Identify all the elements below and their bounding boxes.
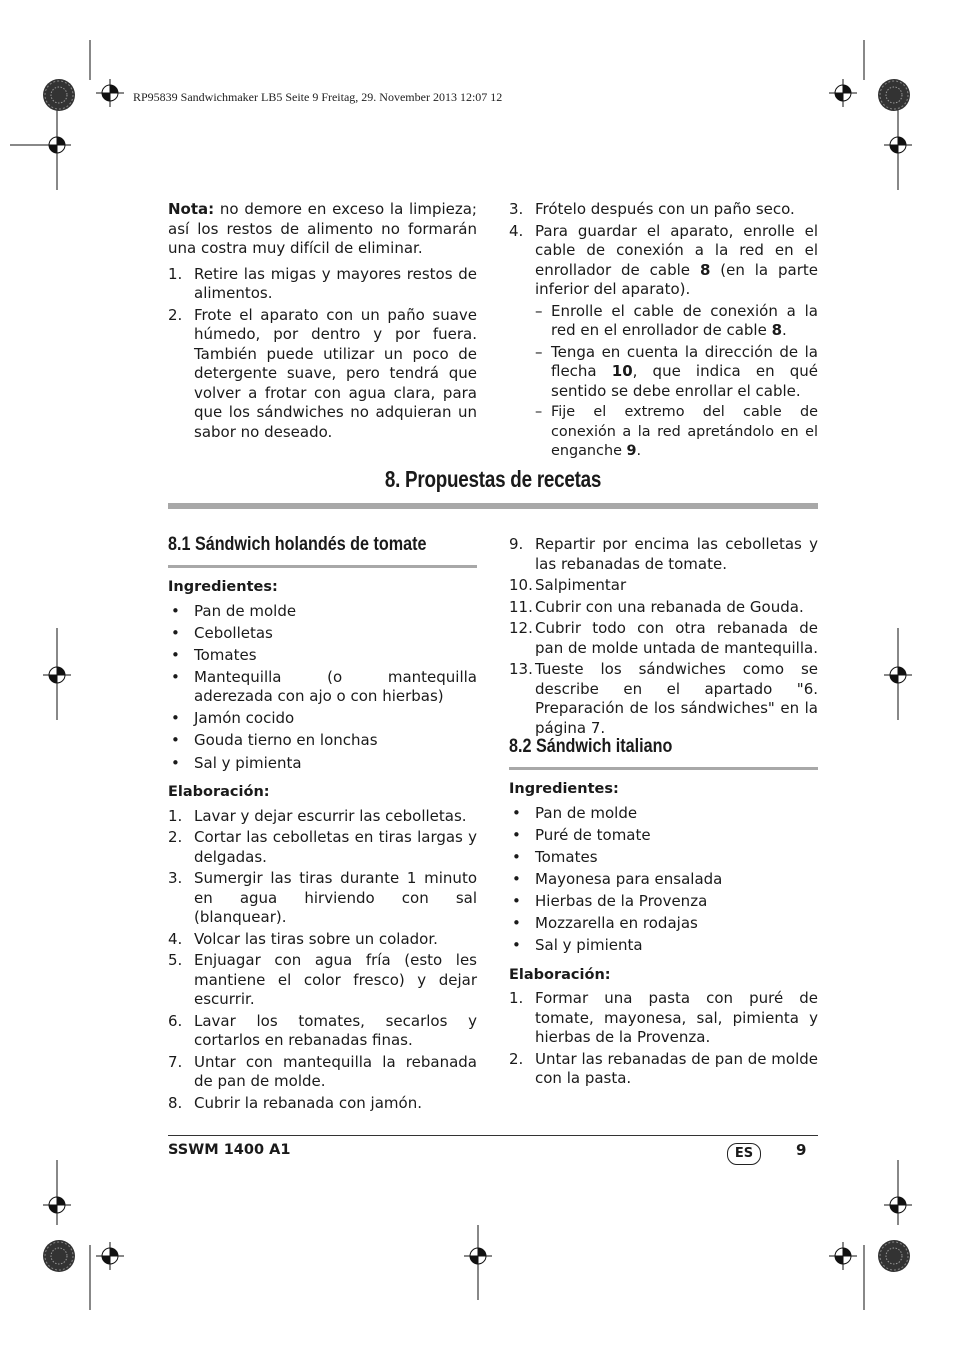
item-number: 3. <box>168 869 183 888</box>
ingredient-text: Pan de molde <box>194 601 297 620</box>
item-text: Para guardar el aparato, enrolle el cable de conexión a la red en el enrollador de cable 8 (en la parte inferior del aparato). <box>535 221 818 298</box>
bullet-marker: • <box>512 825 521 844</box>
item-number: 11. <box>509 597 533 616</box>
bullet-marker: • <box>512 936 521 955</box>
item-number: 2. <box>509 1049 524 1068</box>
item-text: Lavar y dejar escurrir las cebolletas. <box>194 806 467 825</box>
item-number: 7. <box>168 1052 183 1071</box>
bullet-marker: • <box>171 645 180 664</box>
ingredient-text: Puré de tomate <box>535 825 651 844</box>
ingredient-item <box>168 624 477 644</box>
list-item <box>509 200 818 220</box>
item-number: 2. <box>168 828 183 847</box>
ingredient-item <box>168 602 477 622</box>
ingredient-text: Sal y pimienta <box>194 753 302 772</box>
item-number: 9. <box>509 535 524 553</box>
footer-rule <box>168 1135 818 1136</box>
ingredient-text: Tomates <box>535 847 598 866</box>
note-paragraph <box>168 200 477 259</box>
dash-item: – Fije el extremo del cable de conexión a la red apretándolo en el enganche 9. <box>535 404 818 459</box>
item-text: Cortar las cebolletas en tiras largas y delgadas. <box>194 828 477 866</box>
item-number: 3. <box>509 200 524 218</box>
item-text: Untar con mantequilla la rebanada de pan de molde. <box>194 1052 477 1091</box>
ingredient-text: Pan de molde <box>535 803 638 822</box>
item-number: 2. <box>168 305 183 324</box>
ingredient-text: Mayonesa para ensalada <box>535 869 723 888</box>
ingredient-item <box>509 870 818 890</box>
page-number: 9 <box>796 1141 807 1159</box>
list-item <box>509 222 818 300</box>
recipe2-title-rule <box>509 767 818 770</box>
dash-item: – Tenga en cuenta la dirección de la flecha 10, que indica en qué sentido se debe enrollar el cable. <box>535 342 818 400</box>
bullet-marker: • <box>171 601 180 620</box>
list-item <box>168 828 477 867</box>
bullet-marker: • <box>171 709 180 728</box>
recipe1-title: 8.1 Sándwich holandés de tomate <box>168 534 427 555</box>
item-number: 13. <box>509 660 533 678</box>
ingredient-item <box>168 731 477 751</box>
list-item <box>509 576 818 596</box>
ingredient-item <box>168 646 477 666</box>
ingredient-text: Mantequilla (o mantequilla aderezada con ajo o con hierbas) <box>194 667 477 706</box>
ingredient-item <box>168 668 477 707</box>
list-item <box>509 1050 818 1089</box>
prep-label: Elaboración: <box>168 784 270 801</box>
section-title: 8. Propuestas de recetas <box>384 466 602 492</box>
item-text: Retire las migas y mayores restos de alimentos. <box>194 264 477 302</box>
recipe1-right-column <box>509 535 818 740</box>
bullet-marker: • <box>171 667 180 686</box>
list-item <box>509 619 818 658</box>
bullet-marker: • <box>512 869 521 888</box>
ingredients-label: Ingredientes: <box>509 781 619 797</box>
ingredient-item <box>509 914 818 934</box>
dash-item: – Enrolle el cable de conexión a la red en el enrollador de cable 8. <box>535 301 818 339</box>
ingredient-text: Mozzarella en rodajas <box>535 913 698 932</box>
bullet-marker: • <box>171 753 180 772</box>
ingredient-item <box>509 848 818 868</box>
item-text: Cubrir la rebanada con jamón. <box>194 1093 422 1112</box>
item-text: Frote el aparato con un paño suave húmedo, por dentro y por fuera. También puede utilizar un poco de detergente suave, pero tendrá que volver a frotar con agua clara, para que los sándwiches no adquieran un sabor no deseado. <box>194 305 477 441</box>
item-text: Formar una pasta con puré de tomate, mayonesa, sal, pimienta y hierbas de la Provenza. <box>535 989 818 1047</box>
list-item <box>509 989 818 1048</box>
bullet-marker: • <box>512 803 521 822</box>
prep-label: Elaboración: <box>509 966 611 983</box>
ingredients-label: Ingredientes: <box>168 579 278 595</box>
item-number: 1. <box>509 989 524 1008</box>
language-badge: ES <box>727 1143 761 1165</box>
list-item <box>509 598 818 618</box>
list-item <box>168 1094 477 1114</box>
left-top-column <box>168 200 477 444</box>
list-item <box>168 1053 477 1092</box>
ingredient-text: Tomates <box>194 645 257 664</box>
item-number: 12. <box>509 619 533 637</box>
item-text: Untar las rebanadas de pan de molde con la pasta. <box>535 1049 818 1088</box>
bullet-marker: • <box>512 913 521 932</box>
section-rule <box>168 503 818 509</box>
ingredient-text: Hierbas de la Provenza <box>535 891 708 910</box>
list-item <box>168 1012 477 1051</box>
item-number: 4. <box>168 929 183 948</box>
ingredient-item <box>509 826 818 846</box>
ingredient-item <box>509 892 818 912</box>
item-number: 1. <box>168 806 183 825</box>
footer-model: SSWM 1400 A1 <box>168 1142 291 1158</box>
ingredient-text: Gouda tierno en lonchas <box>194 731 378 750</box>
note-label: Nota: <box>168 200 215 218</box>
bullet-marker: • <box>171 731 180 750</box>
item-number: 6. <box>168 1011 183 1030</box>
print-header: RP95839 Sandwichmaker LB5 Seite 9 Freitag, 29. November 2013 12:07 12 <box>133 90 503 104</box>
list-item <box>168 951 477 1010</box>
prep-steps <box>509 535 818 738</box>
item-text: Enjuagar con agua fría (esto les mantiene el color fresco) y dejar escurrir. <box>194 951 477 1009</box>
prep-steps <box>168 807 477 1114</box>
item-text: Frótelo después con un paño seco. <box>535 200 795 218</box>
item-text: Volcar las tiras sobre un colador. <box>194 929 438 948</box>
item-text: Tueste los sándwiches como se describe en el apartado "6. Preparación de los sándwiches" en la página 7. <box>535 660 818 737</box>
list-item <box>168 265 477 304</box>
list-item <box>168 807 477 827</box>
item-text: Cubrir con una rebanada de Gouda. <box>535 597 804 616</box>
item-number: 8. <box>168 1093 183 1112</box>
recipe1-left-column <box>168 578 477 1115</box>
ingredient-item <box>509 804 818 824</box>
recipe2-title: 8.2 Sándwich italiano <box>509 736 673 757</box>
note-text: no demore en exceso la limpieza; así los restos de alimento no formarán una costra muy difícil de eliminar. <box>168 200 477 257</box>
list-item <box>168 306 477 443</box>
ingredient-item <box>168 709 477 729</box>
ingredient-text: Sal y pimienta <box>535 936 643 955</box>
item-text: Salpimentar <box>535 576 627 594</box>
item-text: Lavar los tomates, secarlos y cortarlos en rebanadas finas. <box>194 1011 477 1050</box>
ingredient-item <box>509 936 818 956</box>
list-item <box>168 930 477 950</box>
list-item <box>509 660 818 738</box>
ingredients-list <box>168 602 477 774</box>
ingredients-list <box>509 804 818 956</box>
item-text: Sumergir las tiras durante 1 minuto en agua hirviendo con sal (blanquear). <box>194 869 477 927</box>
bullet-marker: • <box>171 623 180 642</box>
item-text: Repartir por encima las cebolletas y las rebanadas de tomate. <box>535 535 818 573</box>
right-top-column <box>509 200 818 464</box>
item-number: 4. <box>509 221 524 240</box>
item-text: Cubrir todo con otra rebanada de pan de molde untada de mantequilla. <box>535 619 818 657</box>
item-number: 1. <box>168 264 183 283</box>
list-item <box>168 869 477 928</box>
list-item <box>509 535 818 574</box>
ingredient-text: Jamón cocido <box>194 709 295 728</box>
bullet-marker: • <box>512 891 521 910</box>
ingredient-text: Cebolletas <box>194 623 273 642</box>
recipe1-title-rule <box>168 565 477 568</box>
item-number: 5. <box>168 951 183 970</box>
bullet-marker: • <box>512 847 521 866</box>
ingredient-item <box>168 754 477 774</box>
prep-steps <box>509 989 818 1089</box>
recipe2-column <box>509 780 818 1091</box>
item-number: 10. <box>509 576 533 594</box>
